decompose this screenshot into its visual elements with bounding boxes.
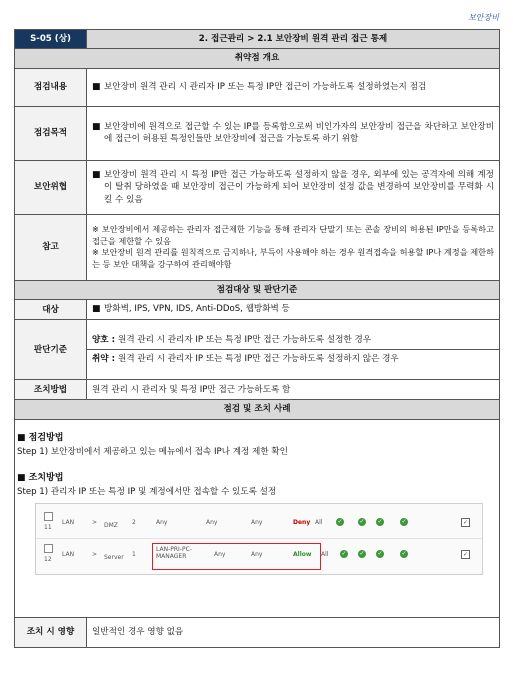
item-code: S-05 (상) (15, 30, 87, 49)
bullet-icon: ■ (92, 81, 101, 92)
firewall-policy-screenshot (35, 503, 483, 575)
check-content-text: 보안장비 원격 관리 시 관리자 IP 또는 특정 IP만 접근이 가능하도록 설정하였는지 점검 (104, 81, 427, 92)
check-purpose-cell (87, 106, 500, 160)
row-index: 2 (132, 518, 136, 526)
status-ok-icon: ✓ (401, 517, 407, 525)
weak-text: 원격 관리 시 관리자 IP 또는 특정 IP만 접근 가능하도록 설정하지 않은 경우 (118, 354, 399, 365)
check-method-title: ■ 점검방법 (17, 432, 64, 443)
status-ok-icon: ✓ (401, 549, 407, 557)
row-col2: Any (206, 518, 218, 526)
threat-text: 보안장비 원격 관리 시 특정 IP만 접근 가능하도록 설정하지 않을 경우, 외부에 있는 공격자에 의해 계정이 탈취 당하였을 때 보안장비 접근이 가능하게 되어 보안장비 설정 값을 변경하여 보안장비를 무력화 시킬 수 있음 (104, 169, 494, 205)
row-arrow: > (92, 550, 98, 558)
row-col3: Any (251, 550, 263, 558)
action-label: 조치방법 (15, 380, 87, 400)
reference-note-2: ※ 보안장비 원격 관리를 원칙적으로 금지하나, 부득이 사용해야 하는 경우 원격접속을 허용할 IP나 계정을 제한하는 등 보안 대책을 강구하여 관리해야함 (92, 247, 494, 270)
bullet-icon: ■ (92, 304, 101, 315)
row-all: All (315, 518, 323, 526)
row-number: 11 (44, 523, 52, 531)
reference-cell (87, 214, 500, 280)
row-source: LAN (62, 550, 75, 558)
impact-text: 일반적인 경우 영향 없음 (87, 617, 500, 647)
weak-label: 취약 : (92, 354, 116, 365)
threat-cell (87, 160, 500, 214)
target-label: 대상 (15, 300, 87, 320)
fix-method-title: ■ 조치방법 (17, 473, 64, 484)
check-content-cell (87, 68, 500, 106)
enabled-checkbox[interactable]: ✓ (462, 550, 469, 558)
row-checkbox[interactable] (44, 512, 53, 525)
row-index: 1 (132, 550, 136, 558)
status-ok-icon: ✓ (377, 549, 383, 557)
policy-row (36, 508, 482, 539)
item-title: 2. 접근관리 > 2.1 보안장비 원격 관리 접근 통제 (87, 30, 500, 49)
section-overview: 취약점 개요 (15, 49, 500, 68)
good-text: 원격 관리 시 관리자 IP 또는 특정 IP만 접근 가능하도록 설정한 경우 (118, 334, 372, 345)
status-ok-icon: ✓ (377, 517, 383, 525)
highlight-box (152, 543, 321, 570)
check-content-label: 점검내용 (15, 68, 87, 106)
row-col1: Any (156, 518, 168, 526)
judgement-cell (87, 320, 500, 380)
policy-row (36, 540, 482, 570)
fix-method-step: Step 1) 관리자 IP 또는 특정 IP 및 계정에서만 접속할 수 있도록 설정 (17, 487, 277, 498)
judgement-weak (87, 350, 499, 368)
threat-label: 보안위협 (15, 160, 87, 214)
row-destination: Server (104, 553, 124, 561)
check-purpose-text: 보안장비에 원격으로 접근할 수 있는 IP를 등록함으로써 비인가자의 보안장비 접근을 차단하고 보안장비에 접근이 허용된 특정인들만 보안장비에 접근을 가능토록 하기 위함 (104, 121, 494, 145)
row-number: 12 (44, 555, 52, 563)
status-ok-icon: ✓ (359, 549, 365, 557)
row-action: Deny (293, 518, 311, 526)
bullet-icon: ■ (92, 169, 101, 180)
status-ok-icon: ✓ (359, 517, 365, 525)
check-purpose-label: 점검목적 (15, 106, 87, 160)
impact-label: 조치 시 영향 (15, 617, 87, 647)
row-checkbox[interactable] (44, 544, 53, 557)
bullet-icon: ■ (92, 121, 101, 132)
good-label: 양호 : (92, 334, 116, 345)
action-text: 원격 관리 시 관리자 및 특정 IP만 접근 가능하도록 함 (87, 380, 500, 400)
target-text: 방화벽, IPS, VPN, IDS, Anti-DDoS, 웹방화벽 등 (104, 304, 290, 315)
row-source: LAN (62, 518, 75, 526)
target-cell (87, 300, 500, 320)
case-cell (15, 419, 500, 617)
row-arrow: > (92, 518, 98, 526)
row-col1: LAN-PRI-PC-MANAGER (156, 545, 192, 561)
reference-label: 참고 (15, 214, 87, 280)
security-check-table (14, 29, 500, 648)
judgement-label: 판단기준 (15, 320, 87, 380)
reference-note-1: ※ 보안장비에서 제공하는 관리자 접근제한 기능을 통해 관리자 단말기 또는 콘솔 장비의 허용된 IP만을 등록하고 접근을 제한할 수 있음 (92, 223, 494, 246)
judgement-good (87, 331, 499, 350)
status-ok-icon: ✓ (337, 517, 343, 525)
page-category-note: 보안장비 (468, 13, 499, 22)
check-method-step: Step 1) 보안장비에서 제공하고 있는 메뉴에서 접속 IP나 계정 제한 확인 (17, 446, 288, 457)
row-action: Allow (293, 550, 312, 558)
section-criteria: 점검대상 및 판단기준 (15, 280, 500, 299)
enabled-checkbox[interactable]: ✓ (462, 518, 469, 526)
row-all: All (321, 550, 329, 558)
section-case: 점검 및 조치 사례 (15, 400, 500, 419)
row-col3: Any (251, 518, 263, 526)
status-ok-icon: ✓ (341, 549, 347, 557)
row-destination: DMZ (104, 521, 118, 529)
row-col2: Any (214, 550, 226, 558)
